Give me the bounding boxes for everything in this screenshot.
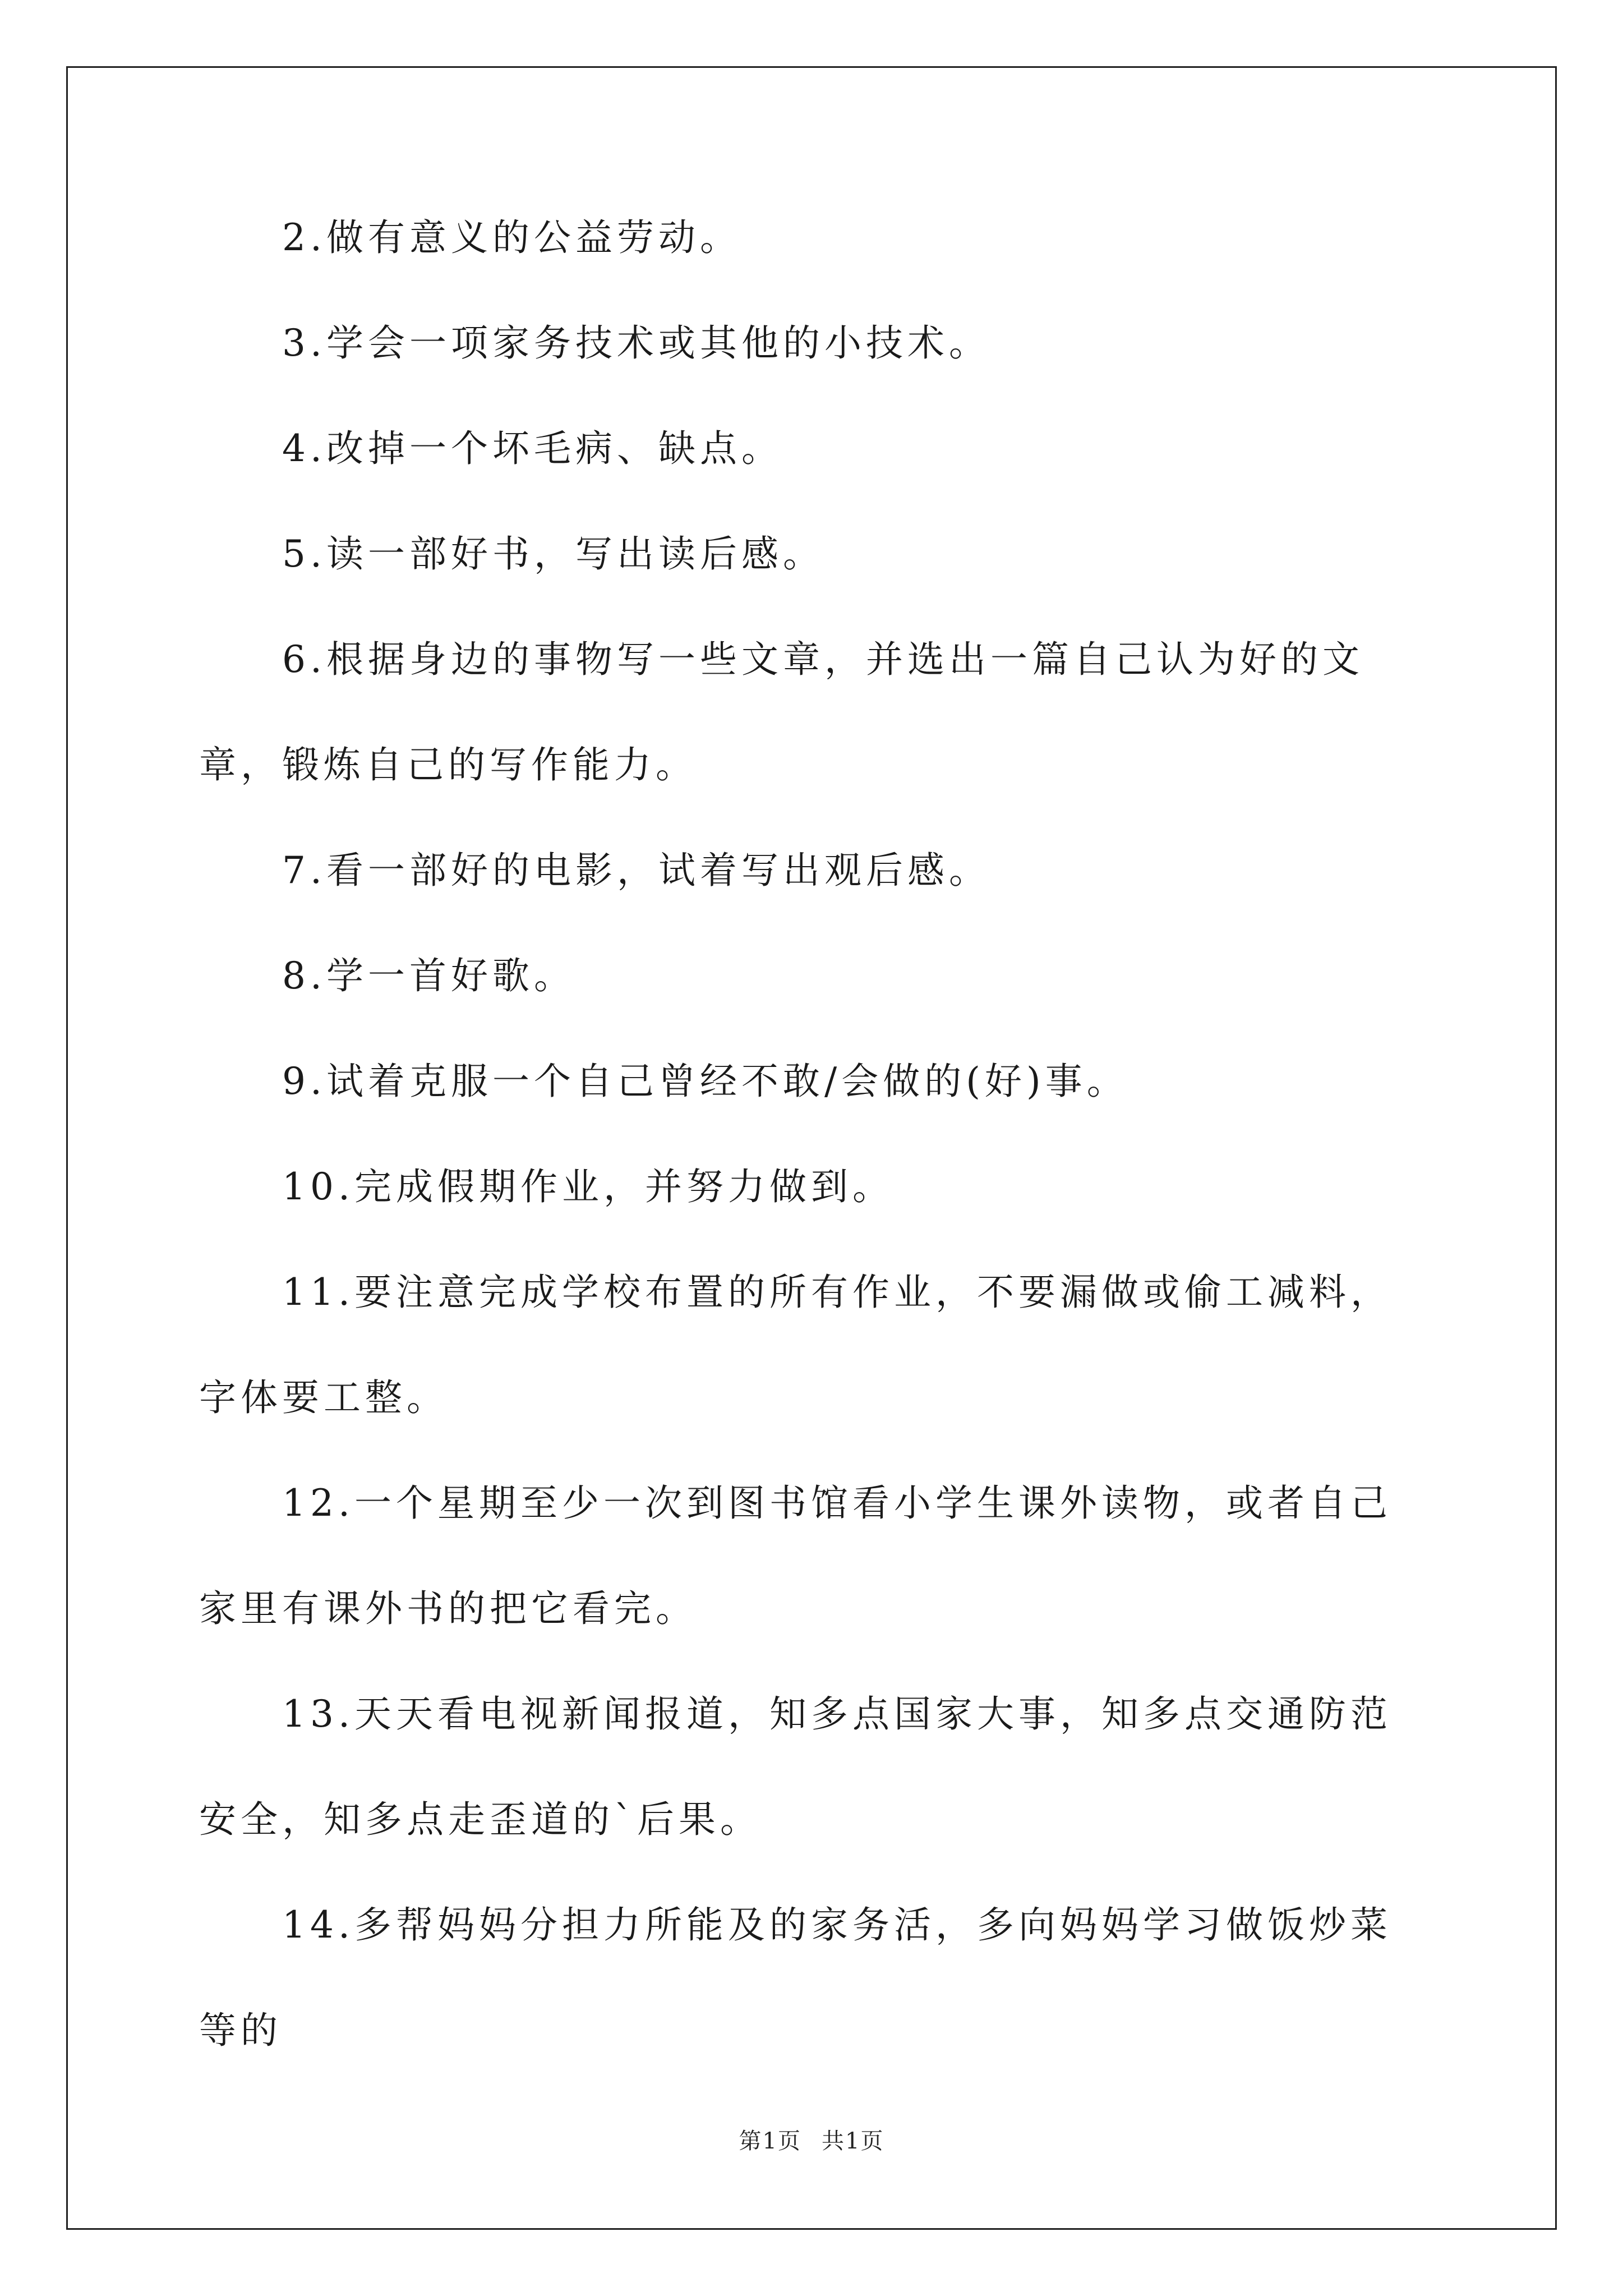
list-item-14: 14.多帮妈妈分担力所能及的家务活，多向妈妈学习做饭炒菜等的	[199, 1903, 1392, 2052]
page-number-total: 共1页	[822, 2128, 884, 2154]
page-number-current: 第1页	[739, 2128, 801, 2154]
page-footer	[0, 2123, 1623, 2155]
list-item-8: 8.学一首好歌。	[282, 954, 575, 997]
list-item-7: 7.看一部好的电影，试着写出观后感。	[282, 849, 990, 892]
list-item-12: 12.一个星期至少一次到图书馆看小学生课外读物，或者自己家里有课外书的把它看完。	[199, 1481, 1392, 1630]
list-item-9: 9.试着克服一个自己曾经不敢/会做的(好)事。	[282, 1060, 1128, 1103]
list-item-2: 2.做有意义的公益劳动。	[282, 216, 741, 259]
list-item-10: 10.完成假期作业，并努力做到。	[282, 1165, 894, 1208]
document-body	[199, 185, 1433, 2083]
list-item-6: 6.根据身边的事物写一些文章，并选出一篇自己认为好的文章，锻炼自己的写作能力。	[199, 638, 1364, 786]
list-item-11: 11.要注意完成学校布置的所有作业，不要漏做或偷工减料，字体要工整。	[199, 1271, 1392, 1419]
list-item-13: 13.天天看电视新闻报道，知多点国家大事，知多点交通防范安全，知多点走歪道的`后果。	[199, 1692, 1392, 1841]
list-item-3: 3.学会一项家务技术或其他的小技术。	[282, 321, 990, 365]
list-item-4: 4.改掉一个坏毛病、缺点。	[282, 427, 783, 470]
list-item-5: 5.读一部好书，写出读后感。	[282, 532, 824, 576]
